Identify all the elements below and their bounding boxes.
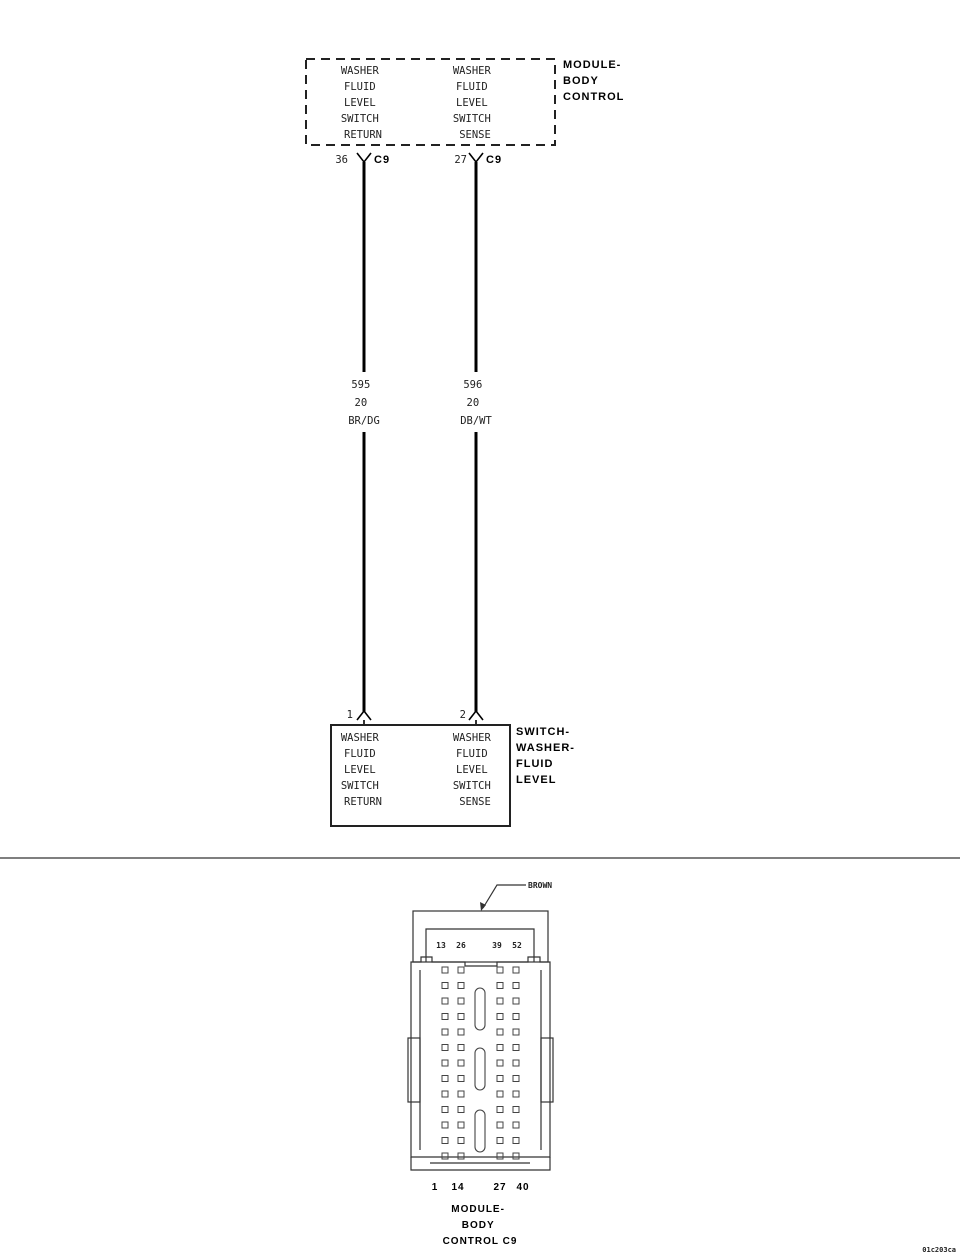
connector-cavity <box>442 1045 448 1051</box>
connector-bottom-pin-14: 14 <box>451 1182 465 1193</box>
connector-top-pin-26: 26 <box>456 941 466 950</box>
module-pin-number-right: 27 <box>454 154 467 166</box>
connector-cavity <box>458 1045 464 1051</box>
connector-cavity <box>513 967 519 973</box>
connector-color-leader-line <box>483 885 526 908</box>
connector-cavity <box>513 1029 519 1035</box>
module-pin-right-label: WASHER FLUID LEVEL SWITCH SENSE <box>452 65 491 141</box>
connector-cavity <box>497 998 503 1004</box>
connector-cavity <box>458 1060 464 1066</box>
switch-pin-right-label: WASHER FLUID LEVEL SWITCH SENSE <box>452 732 491 808</box>
connector-cavity <box>497 1060 503 1066</box>
connector-cavity <box>497 1029 503 1035</box>
wire-596-label: 596 20 DB/WT <box>460 379 492 427</box>
connector-color-label: BROWN <box>528 881 553 890</box>
connector-cavity <box>497 1153 503 1159</box>
connector-bottom-pin-40: 40 <box>516 1182 530 1193</box>
connector-cavity <box>442 983 448 989</box>
connector-cavity <box>442 998 448 1004</box>
connector-cavity <box>513 983 519 989</box>
connector-cavity <box>442 1091 448 1097</box>
connector-cavity <box>513 1138 519 1144</box>
connector-top-pin-13: 13 <box>436 941 446 950</box>
connector-bottom-pin-1: 1 <box>431 1182 439 1193</box>
connector-cavity <box>458 1107 464 1113</box>
connector-key-slot <box>475 988 485 1030</box>
switch-pin-number-left: 1 <box>346 709 353 721</box>
connector-c9-face-view <box>408 911 553 1170</box>
connector-view-name: MODULE- BODY CONTROL C9 <box>442 1204 518 1247</box>
module-terminal-right-symbol <box>469 153 483 162</box>
connector-cavity <box>497 967 503 973</box>
connector-cavity <box>513 1014 519 1020</box>
connector-top-pin-39: 39 <box>492 941 502 950</box>
connector-cavity <box>442 967 448 973</box>
module-name: MODULE- BODY CONTROL <box>563 59 625 103</box>
module-terminal-left-symbol <box>357 153 371 162</box>
connector-cavity <box>442 1153 448 1159</box>
switch-name: SWITCH- WASHER- FLUID LEVEL <box>516 726 575 786</box>
switch-terminal-right-symbol <box>469 711 483 720</box>
connector-cavity <box>458 1076 464 1082</box>
connector-cavity <box>442 1122 448 1128</box>
connector-cavity <box>497 1122 503 1128</box>
connector-cavity <box>513 998 519 1004</box>
switch-terminal-left-symbol <box>357 711 371 720</box>
connector-cavity <box>513 1122 519 1128</box>
connector-bottom-pin-27: 27 <box>493 1182 507 1193</box>
connector-cavity <box>458 983 464 989</box>
switch-pin-left-label: WASHER FLUID LEVEL SWITCH RETURN <box>340 732 382 808</box>
module-connector-id-left: C9 <box>374 154 391 166</box>
module-connector-id-right: C9 <box>486 154 503 166</box>
connector-cavity <box>497 1014 503 1020</box>
connector-cavity <box>458 1122 464 1128</box>
connector-key-slot <box>475 1110 485 1152</box>
connector-cavity <box>442 1076 448 1082</box>
connector-cavity <box>513 1091 519 1097</box>
connector-cavity <box>513 1045 519 1051</box>
module-pin-number-left: 36 <box>335 154 348 166</box>
connector-cavity <box>513 1107 519 1113</box>
figure-id: 01c203ca <box>922 1246 956 1254</box>
connector-cavity <box>458 1091 464 1097</box>
connector-top-pin-52: 52 <box>512 941 522 950</box>
connector-cavity <box>458 1029 464 1035</box>
connector-cavity <box>458 1153 464 1159</box>
connector-cavity-grid <box>442 967 519 1159</box>
connector-cavity <box>497 1076 503 1082</box>
connector-cavity <box>458 967 464 973</box>
switch-pin-number-right: 2 <box>459 709 466 721</box>
connector-cavity <box>442 1060 448 1066</box>
connector-cavity <box>458 998 464 1004</box>
connector-cavity <box>458 1014 464 1020</box>
module-pin-left-label: WASHER FLUID LEVEL SWITCH RETURN <box>340 65 382 141</box>
connector-cavity <box>513 1076 519 1082</box>
connector-cavity <box>442 1107 448 1113</box>
connector-color-arrowhead <box>480 902 486 911</box>
connector-cavity <box>442 1138 448 1144</box>
connector-cavity <box>497 1045 503 1051</box>
connector-cavity <box>458 1138 464 1144</box>
connector-cavity <box>442 1014 448 1020</box>
connector-cavity <box>497 1138 503 1144</box>
connector-cavity <box>497 1091 503 1097</box>
connector-cavity <box>513 1060 519 1066</box>
wire-595-label: 595 20 BR/DG <box>348 379 380 427</box>
connector-key-slot <box>475 1048 485 1090</box>
connector-cavity <box>497 983 503 989</box>
connector-cavity <box>497 1107 503 1113</box>
connector-cavity <box>513 1153 519 1159</box>
connector-cavity <box>442 1029 448 1035</box>
